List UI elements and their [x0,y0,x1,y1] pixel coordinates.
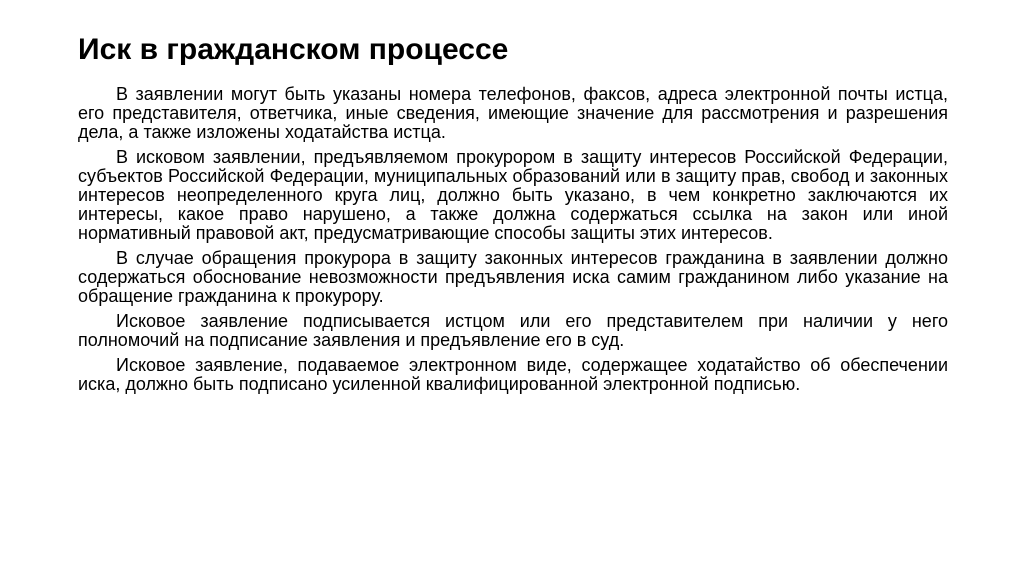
paragraph-5: Исковое заявление, подаваемое электронном виде, содержащее ходатайство об обеспечении иска, должно быть подписано усиленной квалифицированной электронной подписью. [78,355,948,394]
slide-title: Иск в гражданском процессе [78,33,509,66]
paragraph-2: В исковом заявлении, предъявляемом прокурором в защиту интересов Российской Федерации, субъектов Российской Федерации, муниципальных образований или в защиту прав, свобод и законных интересов неопределенного круга лиц, должно быть указано, в чем конкретно заключаются их интересы, какое право нарушено, а также должна содержаться ссылка на закон или иной нормативный правовой акт, предусматривающие способы защиты этих интересов. [78,147,948,243]
paragraph-4: Исковое заявление подписывается истцом или его представителем при наличии у него полномочий на подписание заявления и предъявление его в суд. [78,311,948,350]
paragraph-3: В случае обращения прокурора в защиту законных интересов гражданина в заявлении должно содержаться обоснование невозможности предъявления иска самим гражданином либо указание на обращение гражданина к прокурору. [78,248,948,306]
paragraph-1: В заявлении могут быть указаны номера телефонов, факсов, адреса электронной почты истца, его представителя, ответчика, иные сведения, имеющие значение для рассмотрения и разрешения дела, а также изложены ходатайства истца. [78,84,948,142]
slide-body [78,85,948,400]
